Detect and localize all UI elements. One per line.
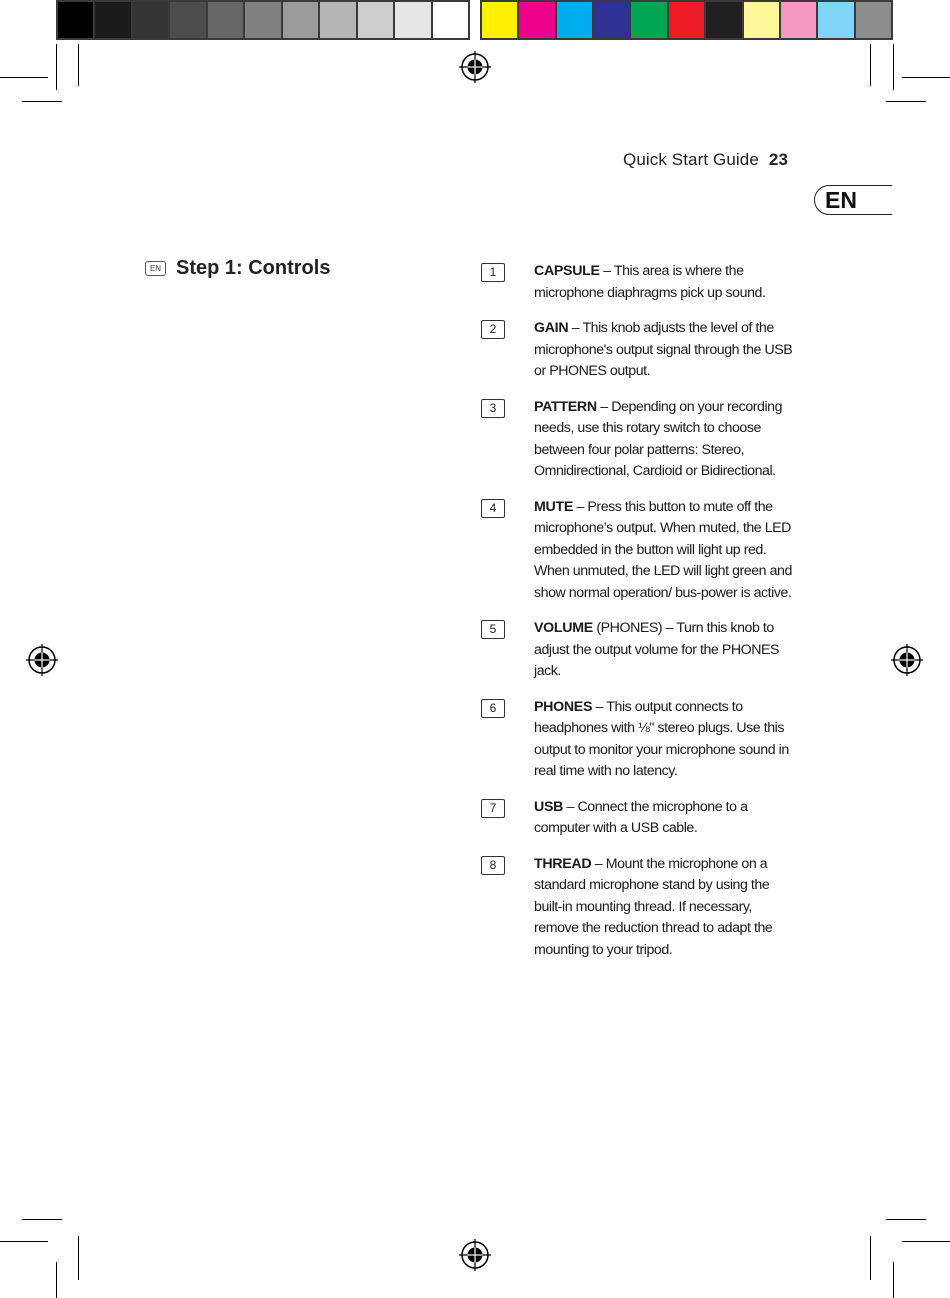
color-swatch	[669, 2, 704, 38]
list-item	[481, 497, 801, 605]
item-description	[534, 797, 794, 840]
color-swatch	[594, 2, 629, 38]
color-swatch	[744, 2, 779, 38]
crop-mark	[902, 1241, 950, 1242]
language-tab: EN	[814, 185, 892, 215]
item-name: USB	[534, 798, 564, 815]
color-swatch	[395, 2, 430, 38]
crop-mark	[78, 1236, 79, 1280]
crop-mark	[886, 1219, 926, 1220]
color-swatch	[856, 2, 891, 38]
color-swatch	[208, 2, 243, 38]
crop-mark	[870, 1236, 871, 1280]
list-item	[481, 318, 801, 383]
item-name: PHONES	[534, 698, 593, 715]
crop-mark	[886, 101, 926, 102]
item-text: (PHONES) – Turn this knob to adjust the output volume for the PHONES jack.	[534, 620, 780, 679]
item-description	[534, 318, 794, 383]
item-number: 7	[481, 799, 505, 818]
item-text: – Depending on your recording needs, use this rotary switch to choose between four polar patterns: Stereo, Omnidirectional, Cardioid or Bidirectional.	[534, 398, 783, 479]
color-swatch	[631, 2, 666, 38]
item-number: 2	[481, 320, 505, 339]
page-number: 23	[768, 150, 788, 169]
color-swatch	[781, 2, 816, 38]
color-swatch	[133, 2, 168, 38]
crop-mark	[22, 1219, 62, 1220]
crop-mark	[870, 44, 871, 86]
list-item	[481, 261, 801, 304]
item-name: GAIN	[534, 320, 569, 336]
color-swatch	[818, 2, 853, 38]
color-swatch	[519, 2, 554, 38]
item-text: – Press this button to mute off the microphone’s output. When muted, the LED embedded in the button will light up red. When unmuted, the LED will light green and show normal operation/ bus-power is active.	[534, 498, 792, 601]
crop-mark	[22, 101, 62, 102]
item-description	[534, 854, 794, 962]
crop-mark	[893, 44, 894, 90]
section-title: Step 1: Controls	[176, 257, 331, 279]
controls-list	[481, 261, 801, 961]
list-item	[481, 618, 801, 683]
list-item	[481, 854, 801, 962]
color-swatch	[557, 2, 592, 38]
process-color-bar	[480, 0, 893, 40]
item-description	[534, 618, 794, 683]
page-header	[623, 150, 788, 170]
item-text: – Connect the microphone to a computer with a USB cable.	[534, 798, 748, 836]
color-swatch	[358, 2, 393, 38]
color-swatch	[170, 2, 205, 38]
color-swatch	[320, 2, 355, 38]
item-name: CAPSULE	[534, 263, 600, 279]
item-number: 1	[481, 263, 505, 282]
crop-mark	[0, 1241, 48, 1242]
item-number: 3	[481, 399, 505, 418]
color-swatch	[58, 2, 93, 38]
color-swatch	[482, 2, 517, 38]
item-text: – Mount the microphone on a standard microphone stand by using the built-in mounting thread. If necessary, remove the reduction thread to adapt the mounting to your tripod.	[534, 855, 773, 958]
color-swatch	[245, 2, 280, 38]
item-text: – This area is where the microphone diaphragms pick up sound.	[534, 263, 766, 301]
item-number: 8	[481, 856, 505, 875]
item-number: 6	[481, 699, 505, 718]
item-description	[534, 497, 794, 605]
guide-title: Quick Start Guide	[623, 150, 759, 169]
color-swatch	[95, 2, 130, 38]
crop-mark	[56, 1262, 57, 1298]
item-name: PATTERN	[534, 398, 597, 415]
item-number: 5	[481, 620, 505, 639]
crop-mark	[0, 77, 48, 78]
list-item	[481, 797, 801, 840]
item-name: THREAD	[534, 855, 592, 872]
color-swatch	[706, 2, 741, 38]
item-number: 4	[481, 499, 505, 518]
registration-mark-icon	[26, 644, 58, 676]
language-badge: EN	[145, 261, 166, 276]
item-name: VOLUME	[534, 620, 593, 636]
registration-mark-icon	[459, 51, 491, 83]
list-item	[481, 397, 801, 483]
item-text: – This output connects to headphones with ⅛" stereo plugs. Use this output to monitor your microphone sound in real time with no latency.	[534, 698, 789, 779]
color-swatch	[283, 2, 318, 38]
item-description	[534, 697, 794, 783]
crop-mark	[902, 77, 950, 78]
crop-mark	[893, 1262, 894, 1298]
item-description	[534, 397, 794, 483]
grayscale-color-bar	[56, 0, 470, 40]
item-name: MUTE	[534, 498, 573, 515]
color-swatch	[433, 2, 468, 38]
crop-mark	[56, 44, 57, 90]
item-description	[534, 261, 794, 304]
list-item	[481, 697, 801, 783]
registration-mark-icon	[891, 644, 923, 676]
section-heading	[145, 257, 330, 280]
crop-mark	[78, 44, 79, 86]
item-text: – This knob adjusts the level of the microphone's output signal through the USB or PHONES output.	[534, 320, 793, 379]
registration-mark-icon	[459, 1239, 491, 1271]
